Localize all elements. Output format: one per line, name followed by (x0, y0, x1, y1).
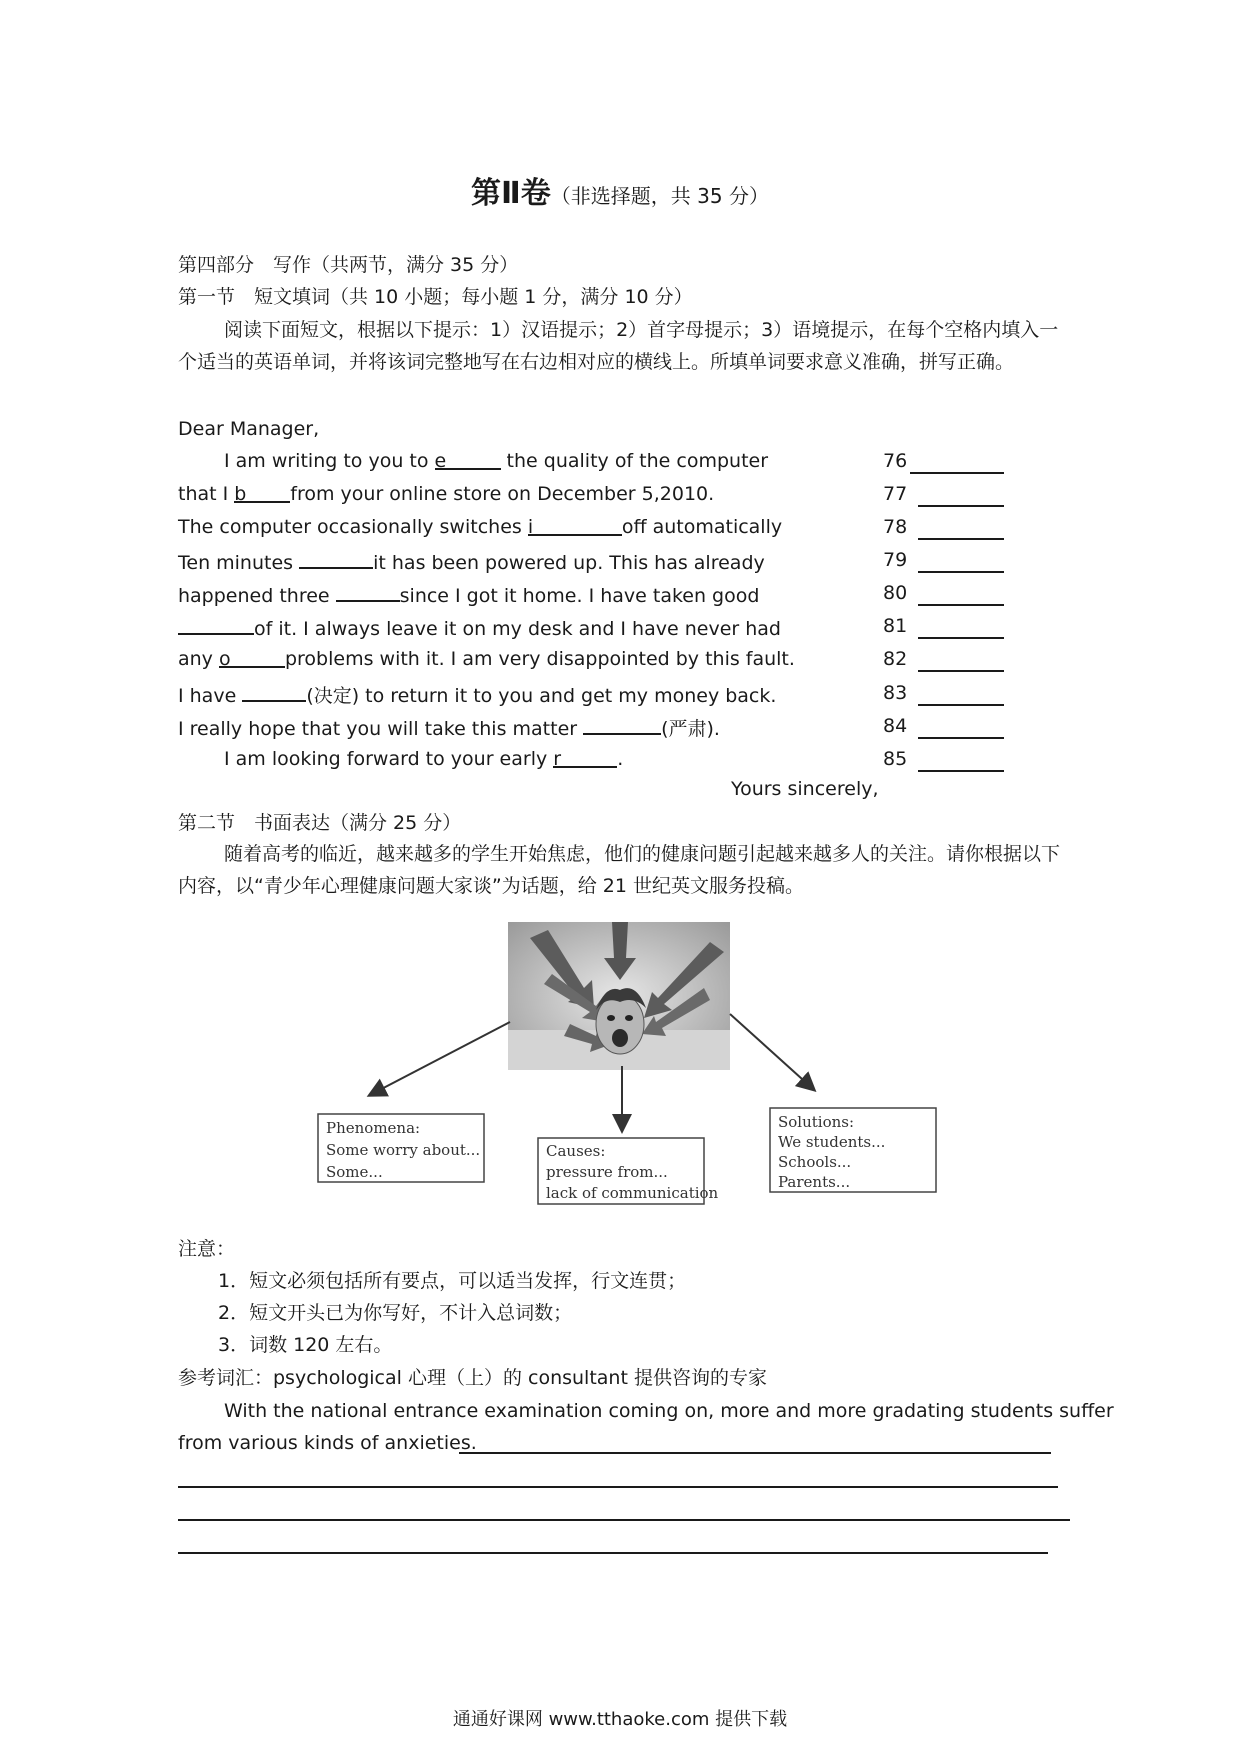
note-item: 1．短文必须包括所有要点，可以适当发挥，行文连贯； (218, 1270, 687, 1292)
cloze-line-77: that I b from your online store on December 5,2010. (178, 483, 715, 505)
instructions (178, 314, 1072, 378)
answer-number: 83 (883, 682, 908, 704)
signoff: Yours sincerely, (731, 778, 879, 800)
reference-vocab: 参考词汇：psychological 心理（上）的 consultant 提供咨询的专家 (178, 1367, 767, 1389)
cloze-line-79: Ten minutes it has been powered up. This has already (178, 547, 765, 576)
essay-opening-line1: With the national entrance examination coming on, more and more gradating students suffer (224, 1400, 1114, 1422)
answer-blank-84[interactable] (918, 713, 1004, 739)
cloze-gap: b (234, 481, 290, 503)
answer-blank-81[interactable] (918, 613, 1004, 639)
answer-blank-78[interactable] (918, 514, 1004, 540)
cloze-line-82: any o problems with it. I am very disappointed by this fault. (178, 648, 795, 670)
answer-number: 80 (883, 582, 908, 604)
essay-opening-line2: from various kinds of anxieties. (178, 1432, 477, 1454)
cloze-line-78: The computer occasionally switches i off automatically (178, 516, 783, 538)
svg-text:Causes:: Causes: (546, 1142, 606, 1160)
svg-text:lack of communication: lack of communication (546, 1184, 719, 1202)
section2-prompt-text: 随着高考的临近，越来越多的学生开始焦虑，他们的健康问题引起越来越多人的关注。请你根据以下内容，以“青少年心理健康问题大家谈”为话题，给 21 世纪英文服务投稿。 (178, 843, 1061, 897)
section1-heading: 第一节 短文填词（共 10 小题；每小题 1 分，满分 10 分） (178, 286, 693, 308)
salutation: Dear Manager, (178, 418, 320, 440)
answer-blank-82[interactable] (918, 646, 1004, 672)
cloze-gap (242, 680, 306, 702)
part-heading: 第四部分 写作（共两节，满分 35 分） (178, 254, 519, 276)
cloze-gap (178, 613, 254, 635)
instructions-text: 阅读下面短文，根据以下提示：1）汉语提示；2）首字母提示；3）语境提示，在每个空格内填入一个适当的英语单词，并将该词完整地写在右边相对应的横线上。所填单词要求意义准确，拼写正确。 (178, 319, 1059, 373)
answer-number: 77 (883, 483, 908, 505)
solutions-box (770, 1108, 936, 1192)
stressed-student-photo (508, 922, 730, 1070)
section2-heading: 第二节 书面表达（满分 25 分） (178, 812, 462, 834)
writing-line[interactable] (178, 1552, 1048, 1554)
notes-heading: 注意： (178, 1238, 236, 1260)
svg-text:pressure from...: pressure from... (546, 1163, 668, 1181)
answer-blank-83[interactable] (918, 680, 1004, 706)
section2-prompt (178, 838, 1072, 902)
answer-blank-76[interactable] (910, 448, 1004, 474)
svg-text:Phenomena:: Phenomena: (326, 1119, 421, 1137)
answer-number: 79 (883, 549, 908, 571)
svg-text:We students...: We students... (778, 1133, 886, 1151)
cloze-line-83: I have (决定) to return it to you and get my money back. (178, 680, 776, 709)
cloze-gap: i (528, 514, 622, 536)
cloze-gap (336, 580, 400, 602)
writing-line[interactable] (178, 1486, 1058, 1488)
answer-number: 85 (883, 748, 908, 770)
cloze-gap: e (435, 448, 501, 470)
cloze-gap: o (219, 646, 285, 668)
cloze-gap (299, 547, 373, 569)
cloze-line-84: I really hope that you will take this matter (严肃). (178, 713, 720, 742)
cloze-line-80: happened three since I got it home. I have taken good (178, 580, 759, 609)
answer-number: 82 (883, 648, 908, 670)
svg-text:Some...: Some... (326, 1163, 383, 1181)
cloze-line-81: of it. I always leave it on my desk and I have never had (178, 613, 781, 642)
paper-title (0, 168, 1240, 212)
svg-text:Schools...: Schools... (778, 1153, 852, 1171)
cloze-gap (583, 713, 661, 735)
answer-number: 81 (883, 615, 908, 637)
note-item: 2．短文开头已为你写好，不计入总词数； (218, 1302, 573, 1324)
svg-text:Some worry about...: Some worry about... (326, 1141, 481, 1159)
title-sub: （非选择题，共 35 分） (550, 184, 769, 208)
footer-download-note: 通通好课网 www.tthaoke.com 提供下载 (452, 1709, 788, 1730)
cloze-line-85: I am looking forward to your early r . (224, 748, 624, 770)
answer-number: 76 (883, 450, 908, 472)
note-item: 3．词数 120 左右。 (218, 1334, 393, 1356)
cloze-line-76: I am writing to you to e the quality of the computer (224, 450, 769, 472)
title-main: 第Ⅱ卷 (471, 176, 551, 211)
writing-line[interactable] (459, 1452, 1051, 1454)
anxiety-diagram (300, 918, 950, 1224)
answer-blank-85[interactable] (918, 746, 1004, 772)
answer-number: 84 (883, 715, 908, 737)
answer-blank-79[interactable] (918, 547, 1004, 573)
writing-line[interactable] (178, 1519, 1070, 1521)
phenomena-box (318, 1114, 484, 1182)
cloze-gap: r (553, 746, 617, 768)
svg-text:Solutions:: Solutions: (778, 1113, 855, 1131)
answer-blank-80[interactable] (918, 580, 1004, 606)
svg-text:Parents...: Parents... (778, 1173, 851, 1191)
causes-box (538, 1138, 719, 1204)
answer-number: 78 (883, 516, 908, 538)
answer-blank-77[interactable] (918, 481, 1004, 507)
